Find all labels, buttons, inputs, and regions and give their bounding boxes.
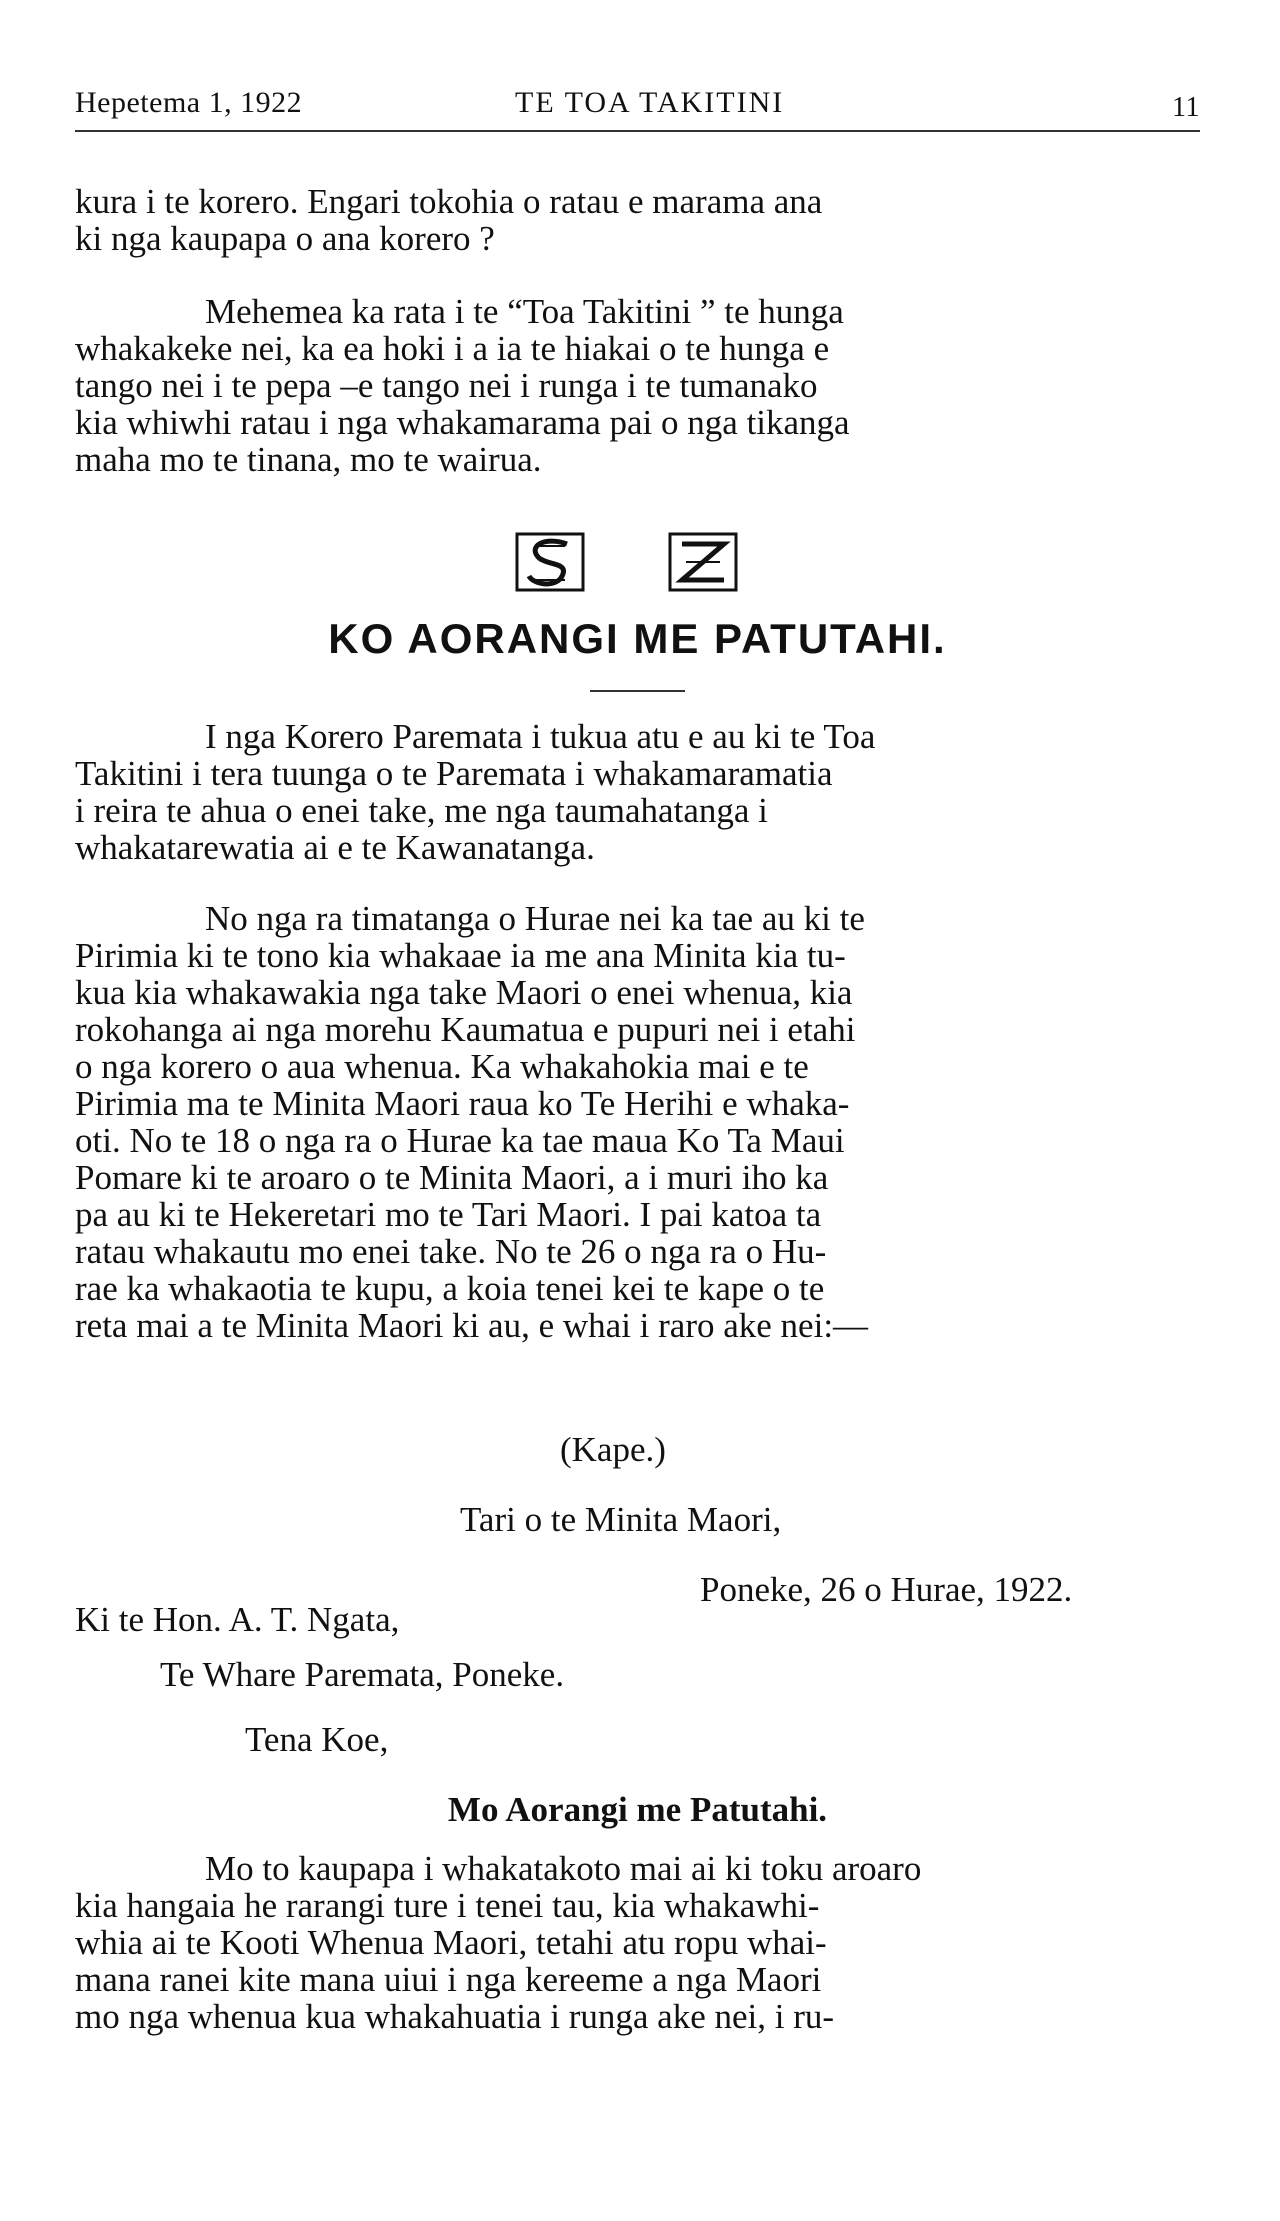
text-line: Pirimia ma te Minita Maori raua ko Te Herihi e whaka- xyxy=(75,1084,850,1123)
letter-subject: Mo Aorangi me Patutahi. xyxy=(447,1790,828,1829)
text-line: tango nei i te pepa –e tango nei i runga i te tumanako xyxy=(75,366,818,405)
letter-addressee: Ki te Hon. A. T. Ngata, xyxy=(75,1600,400,1639)
text-line: Pomare ki te aroaro o te Minita Maori, a i muri iho ka xyxy=(75,1158,829,1197)
text-line: Takitini i tera tuunga o te Paremata i whakamaramatia xyxy=(75,754,833,793)
header-date: Hepetema 1, 1922 xyxy=(75,86,303,119)
paragraph-intro xyxy=(75,183,1200,257)
text-line: rae ka whakaotia te kupu, a koia tenei kei te kape o te xyxy=(75,1269,825,1308)
text-line: reta mai a te Minita Maori ki au, e whai i raro ake nei:— xyxy=(75,1306,869,1345)
text-line: mo nga whenua kua whakahuatia i runga ake nei, i ru- xyxy=(75,1997,835,2036)
text-line: i reira te ahua o enei take, me nga taumahatanga i xyxy=(75,791,768,830)
paragraph-hurae xyxy=(75,900,1200,1344)
paragraph-korero-paremata xyxy=(75,718,1200,866)
text-line: I nga Korero Paremata i tukua atu e au ki te Toa xyxy=(205,717,876,756)
text-line: whia ai te Kooti Whenua Maori, tetahi atu ropu whai- xyxy=(75,1923,827,1962)
text-line: Mo to kaupapa i whakatakoto mai ai ki toku aroaro xyxy=(205,1849,922,1888)
letter-address: Te Whare Paremata, Poneke. xyxy=(160,1655,565,1694)
text-line: kua kia whakawakia nga take Maori o enei whenua, kia xyxy=(75,973,853,1012)
letter-sender: Tari o te Minita Maori, xyxy=(460,1500,782,1539)
section-heading: KO AORANGI ME PATUTAHI. xyxy=(328,615,947,662)
text-line: maha mo te tinana, mo te wairua. xyxy=(75,440,542,479)
text-line: kia whiwhi ratau i nga whakamarama pai o nga tikanga xyxy=(75,403,850,442)
text-line: mana ranei kite mana uiui i nga kereeme a nga Maori xyxy=(75,1960,822,1999)
letter-date: Poneke, 26 o Hurae, 1922. xyxy=(700,1570,1073,1609)
heading-rule xyxy=(590,690,685,692)
text-line: whakatarewatia ai e te Kawanatanga. xyxy=(75,828,595,867)
ornament-left-icon xyxy=(515,532,585,592)
text-line: ratau whakautu mo enei take. No te 26 o nga ra o Hu- xyxy=(75,1232,827,1271)
text-line: ki nga kaupapa o ana korero ? xyxy=(75,219,495,258)
header-title: TE TOA TAKITINI xyxy=(515,86,785,119)
letter-copy-label: (Kape.) xyxy=(560,1430,666,1469)
text-line: oti. No te 18 o nga ra o Hurae ka tae maua Ko Ta Maui xyxy=(75,1121,845,1160)
text-line: kia hangaia he rarangi ture i tenei tau, kia whakawhi- xyxy=(75,1886,820,1925)
text-line: o nga korero o aua whenua. Ka whakahokia mai e te xyxy=(75,1047,809,1086)
text-line: kura i te korero. Engari tokohia o ratau e marama ana xyxy=(75,182,823,221)
text-line: Pirimia ki te tono kia whakaae ia me ana Minita kia tu- xyxy=(75,936,846,975)
text-line: pa au ki te Hekeretari mo te Tari Maori. I pai katoa ta xyxy=(75,1195,822,1234)
page-number: 11 xyxy=(1172,92,1200,123)
text-line: No nga ra timatanga o Hurae nei ka tae au ki te xyxy=(205,899,865,938)
text-line: rokohanga ai nga morehu Kaumatua e pupuri nei i etahi xyxy=(75,1010,856,1049)
running-head xyxy=(75,78,1200,128)
text-line: whakakeke nei, ka ea hoki i a ia te hiakai o te hunga e xyxy=(75,329,830,368)
letter-greeting: Tena Koe, xyxy=(245,1720,389,1759)
header-rule xyxy=(75,130,1200,132)
text-line: Mehemea ka rata i te “Toa Takitini ” te hunga xyxy=(205,292,844,331)
paragraph-letter-body xyxy=(75,1850,1200,2035)
ornament-right-icon xyxy=(668,532,738,592)
paragraph-mehemea xyxy=(75,293,1200,478)
